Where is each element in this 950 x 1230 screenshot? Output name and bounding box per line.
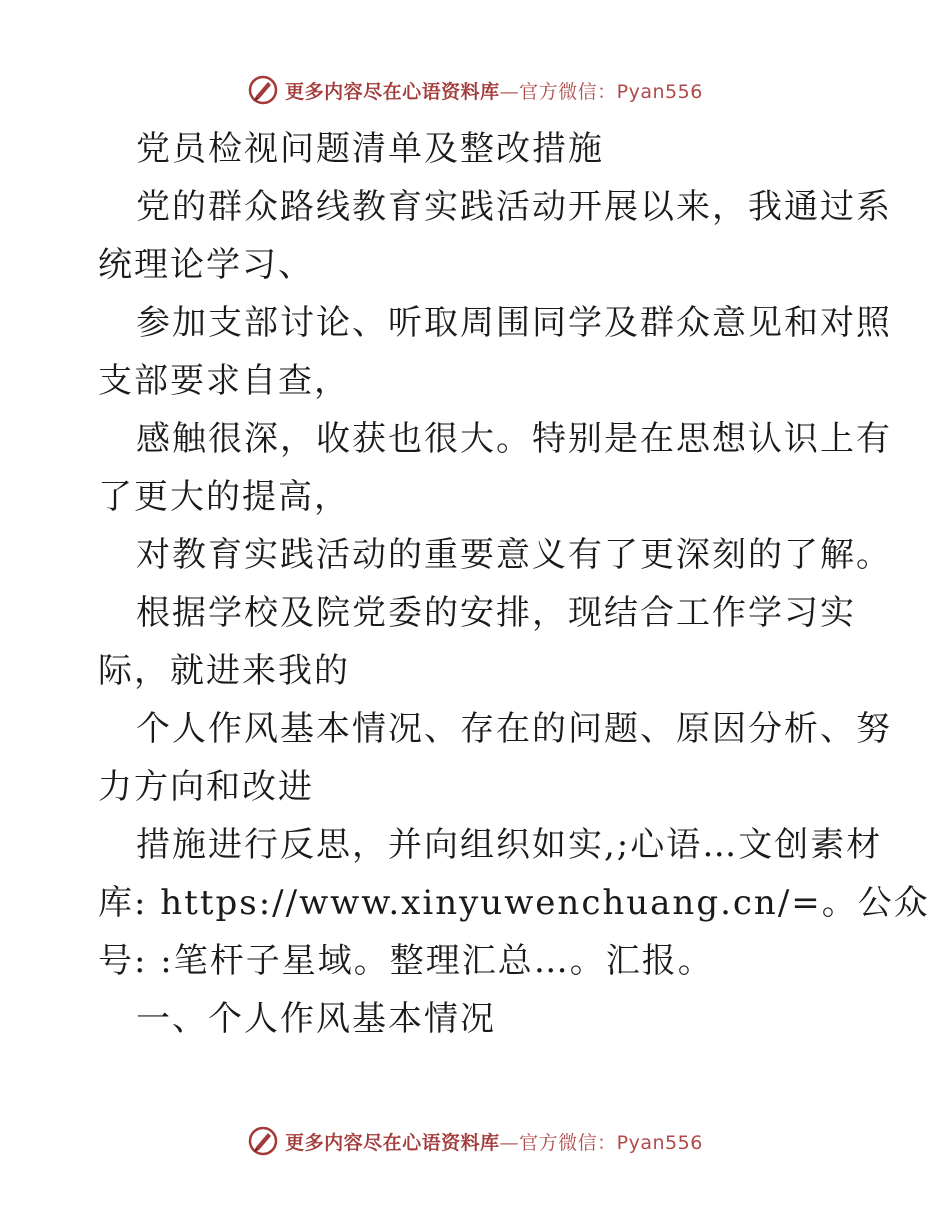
paragraph-line: 了更大的提高， [98, 477, 350, 517]
footer-banner-label: 更多内容尽在心语资料库—官方微信：Pyan556 [285, 1131, 703, 1154]
paragraph-line: 感触很深，收获也很大。特别是在思想认识上有 [136, 419, 892, 459]
header-banner-label: 更多内容尽在心语资料库—官方微信：Pyan556 [285, 80, 703, 103]
pen-logo-icon [247, 1125, 279, 1157]
paragraph-line: 根据学校及院党委的安排，现结合工作学习实 [136, 593, 856, 633]
paragraph-line: 个人作风基本情况、存在的问题、原因分析、努 [136, 709, 892, 749]
footer-banner [0, 1121, 950, 1161]
paragraph-line: 对教育实践活动的重要意义有了更深刻的了解。 [136, 535, 892, 575]
document-body [98, 120, 930, 1048]
paragraph-line: 措施进行反思，并向组织如实,;心语…文创素材 [136, 825, 883, 865]
paragraph-line: 党的群众路线教育实践活动开展以来，我通过系 [136, 187, 892, 227]
paragraph-line: 参加支部讨论、听取周围同学及群众意见和对照 [136, 303, 892, 343]
paragraph-line: 统理论学习、 [98, 245, 314, 285]
pen-logo-icon [247, 74, 279, 106]
paragraph-line: 力方向和改进 [98, 767, 314, 807]
section-heading: 一、个人作风基本情况 [136, 999, 496, 1039]
paragraph-line: 库: https://www.xinyuwenchuang.cn/=。公众 [98, 883, 930, 923]
paragraph-line: 号: :笔杆子星域。整理汇总…。汇报。 [98, 941, 714, 981]
paragraph-line: 际，就进来我的 [98, 651, 350, 691]
document-title: 党员检视问题清单及整改措施 [136, 129, 604, 169]
header-banner [0, 70, 950, 110]
paragraph-line: 支部要求自查， [98, 361, 350, 401]
